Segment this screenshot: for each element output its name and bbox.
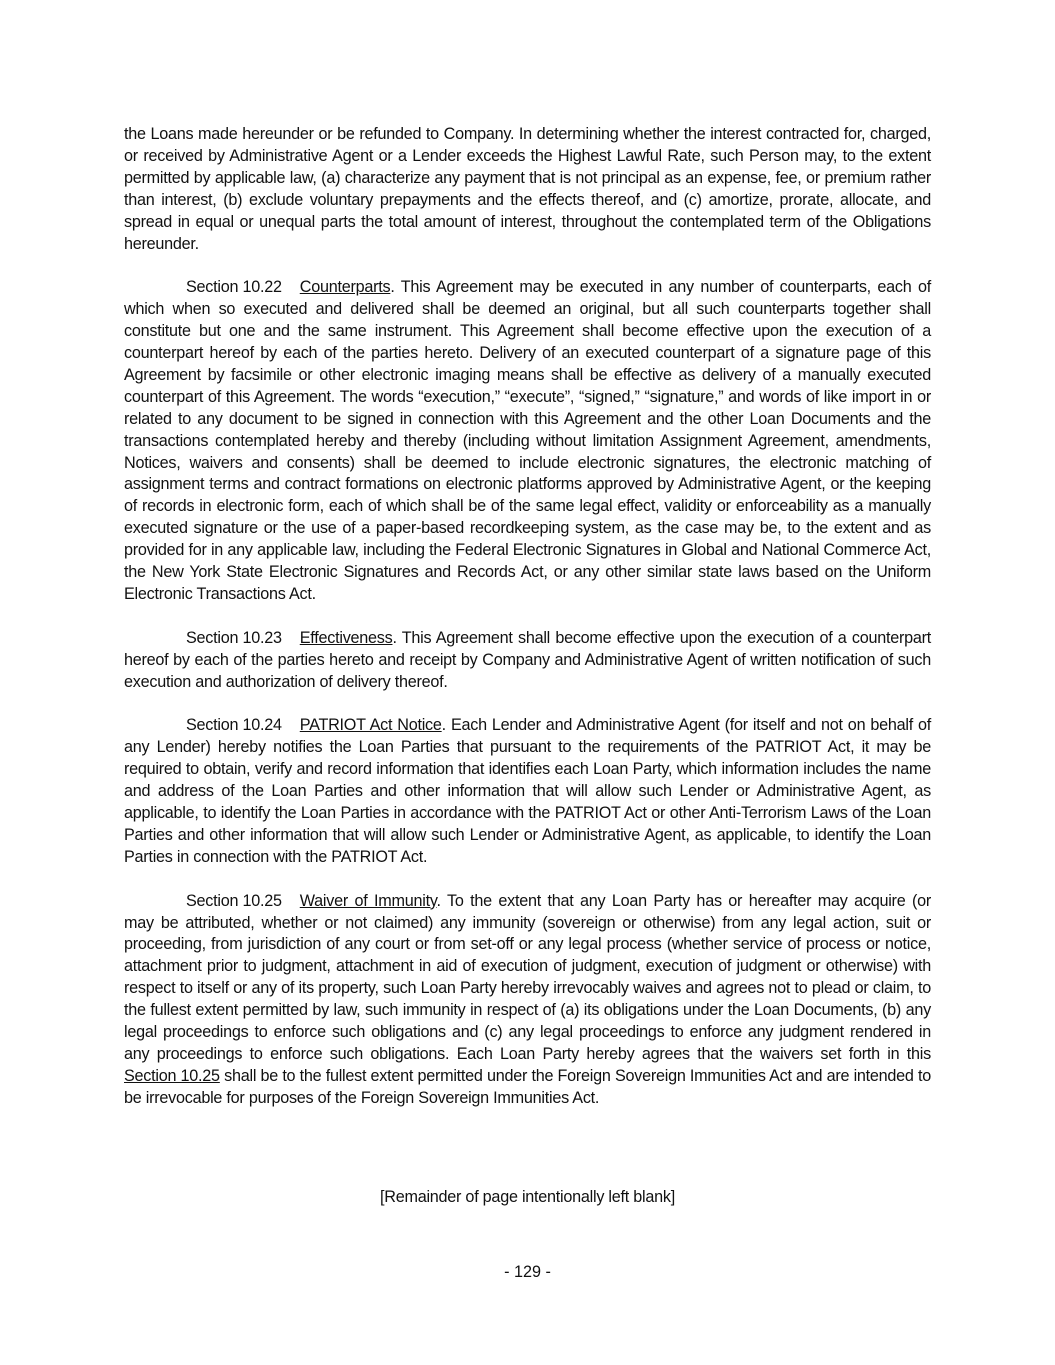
section-number: Section 10.24 [186,716,282,735]
page-number: - 129 - [504,1263,551,1281]
section-body: . This Agreement shall become effective upon the execution of a counterpart hereof by each of the parties hereto and receipt by Company and Administrative Agent of written notification of such execution and authorization of delivery thereof. [124,628,931,691]
section-title: PATRIOT Act Notice [299,716,442,735]
section-title: Waiver of Immunity [299,891,437,910]
section-10-24 [124,715,931,868]
section-number: Section 10.23 [186,628,282,647]
section-body-continued: shall be to the fullest extent permitted under the Foreign Sovereign Immunities Act and are intended to be irrevocable for purposes of the Foreign Sovereign Immunities Act. [124,1066,931,1107]
section-10-22 [124,277,931,606]
document-page [124,124,931,1132]
remainder-note: [Remainder of page intentionally left blank] [380,1188,675,1206]
section-title: Counterparts [299,278,391,297]
section-10-25 [124,891,931,1110]
section-cross-reference: Section 10.25 [124,1066,220,1085]
section-body: . To the extent that any Loan Party has or hereafter may acquire (or may be attributed, whether or not claimed) any immunity (sovereign or otherwise) from any legal action, suit or proceeding, from jurisdiction of any court or from set-off or any legal process (whether service of process or notice, attachment prior to judgment, attachment in aid of execution of judgment, execution of judgment or otherwise) with respect to itself or any of its property, such Loan Party hereby irrevocably waives and agrees not to plead or claim, to the fullest extent permitted by law, such immunity in respect of (a) its obligations under the Loan Documents, (b) any legal proceedings to enforce such obligations and (c) any legal proceedings to enforce any judgment rendered in any proceedings to enforce such obligations. Each Loan Party hereby agrees that the waivers set forth in this [124,891,932,1063]
section-body: . Each Lender and Administrative Agent (for itself and not on behalf of any Lender) hereby notifies the Loan Parties that pursuant to the requirements of the PATRIOT Act, it may be required to obtain, verify and record information that identifies each Loan Party, which information includes the name and address of the Loan Parties and other information that will allow such Lender or Administrative Agent, as applicable, to identify the Loan Parties in accordance with the PATRIOT Act or other Anti-Terrorism Laws of the Loan Parties and other information that will allow such Lender or Administrative Agent, as applicable, to identify the Loan Parties in connection with the PATRIOT Act. [124,716,931,866]
section-number: Section 10.22 [186,278,282,297]
intro-paragraph [124,124,931,255]
section-title: Effectiveness [299,628,393,647]
section-10-23 [124,628,931,694]
section-number: Section 10.25 [186,891,282,910]
section-body: . This Agreement may be executed in any number of counterparts, each of which when so executed and delivered shall be deemed an original, but all such counterparts together shall constitute but one and the same instrument. This Agreement shall become effective upon the execution of a counterpart hereof by each of the parties hereto. Delivery of an executed counterpart of a signature page of this Agreement by facsimile or other electronic imaging means shall be effective as delivery of a manually executed counterpart of this Agreement. The words “execution,” “execute”, “signed,” “signature,” and words of like import in or related to any document to be signed in connection with this Agreement and the other Loan Documents and the transactions contemplated hereby and thereby (including without limitation Assignment Agreement, amendments, Notices, waivers and consents) shall be deemed to include electronic signatures, the electronic matching of assignment terms and contract formations on electronic platforms approved by Administrative Agent, or the keeping of records in electronic form, each of which shall be of the same legal effect, validity or enforceability as a manually executed signature or the use of a paper-based recordkeeping system, as the case may be, to the extent and as provided for in any applicable law, including the Federal Electronic Signatures in Global and National Commerce Act, the New York State Electronic Signatures and Records Act, or any other similar state laws based on the Uniform Electronic Transactions Act. [124,278,931,604]
intro-paragraph-text: the Loans made hereunder or be refunded to Company. In determining whether the interest contracted for, charged, or received by Administrative Agent or a Lender exceeds the Highest Lawful Rate, such Person may, to the extent permitted by applicable law, (a) characterize any payment that is not principal as an expense, fee, or premium rather than interest, (b) exclude voluntary prepayments and the effects thereof, and (c) amortize, prorate, allocate, and spread in equal or unequal parts the total amount of interest, throughout the contemplated term of the Obligations hereunder. [124,125,931,253]
